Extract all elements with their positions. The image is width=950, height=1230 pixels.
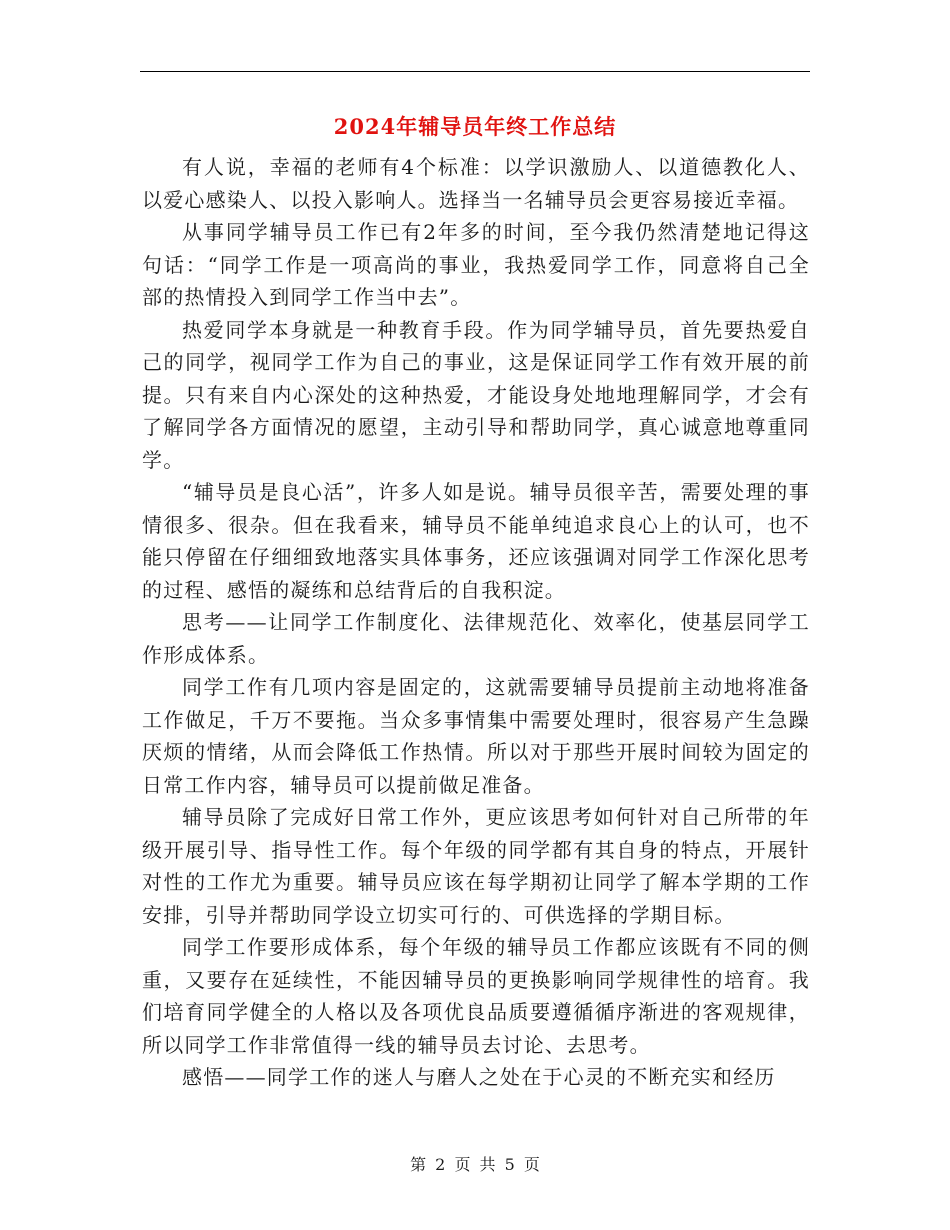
paragraph: 辅导员除了完成好日常工作外，更应该思考如何针对自己所带的年级开展引导、指导性工作。每个年级的同学都有其自身的特点，开展针对性的工作尤为重要。辅导员应该在每学期初让同学了解本学期的工作安排，引导并帮助同学设立切实可行的、可供选择的学期目标。 xyxy=(142,805,810,927)
paragraph: 思考——让同学工作制度化、法律规范化、效率化，使基层同学工作形成体系。 xyxy=(142,610,810,667)
paragraph: 同学工作要形成体系，每个年级的辅导员工作都应该既有不同的侧重，又要存在延续性，不能因辅导员的更换影响同学规律性的培育。我们培育同学健全的人格以及各项优良品质要遵循循序渐进的客观规律，所以同学工作非常值得一线的辅导员去讨论、去思考。 xyxy=(142,935,810,1057)
page-footer: 第 2 页 共 5 页 xyxy=(410,1155,540,1174)
header-rule xyxy=(140,71,810,72)
paragraph: 从事同学辅导员工作已有2年多的时间，至今我仍然清楚地记得这句话：“同学工作是一项高尚的事业，我热爱同学工作，同意将自己全部的热情投入到同学工作当中去”。 xyxy=(142,220,810,309)
paragraph: 有人说，幸福的老师有4个标准：以学识激励人、以道德教化人、以爱心感染人、以投入影响人。选择当一名辅导员会更容易接近幸福。 xyxy=(142,155,810,212)
paragraph: “辅导员是良心活”，许多人如是说。辅导员很辛苦，需要处理的事情很多、很杂。但在我看来，辅导员不能单纯追求良心上的认可，也不能只停留在仔细细致地落实具体事务，还应该强调对同学工作深化思考的过程、感悟的凝练和总结背后的自我积淀。 xyxy=(142,480,810,602)
paragraph: 感悟——同学工作的迷人与磨人之处在于心灵的不断充实和经历 xyxy=(182,1065,776,1089)
paragraph: 热爱同学本身就是一种教育手段。作为同学辅导员，首先要热爱自己的同学，视同学工作为自己的事业，这是保证同学工作有效开展的前提。只有来自内心深处的这种热爱，才能设身处地地理解同学，才会有了解同学各方面情况的愿望，主动引导和帮助同学，真心诚意地尊重同学。 xyxy=(142,317,810,472)
paragraph: 同学工作有几项内容是固定的，这就需要辅导员提前主动地将准备工作做足，千万不要拖。当众多事情集中需要处理时，很容易产生急躁厌烦的情绪，从而会降低工作热情。所以对于那些开展时间较为固定的日常工作内容，辅导员可以提前做足准备。 xyxy=(142,675,810,797)
document-body xyxy=(142,151,810,1094)
document-title: 2024年辅导员年终工作总结 xyxy=(333,114,617,139)
